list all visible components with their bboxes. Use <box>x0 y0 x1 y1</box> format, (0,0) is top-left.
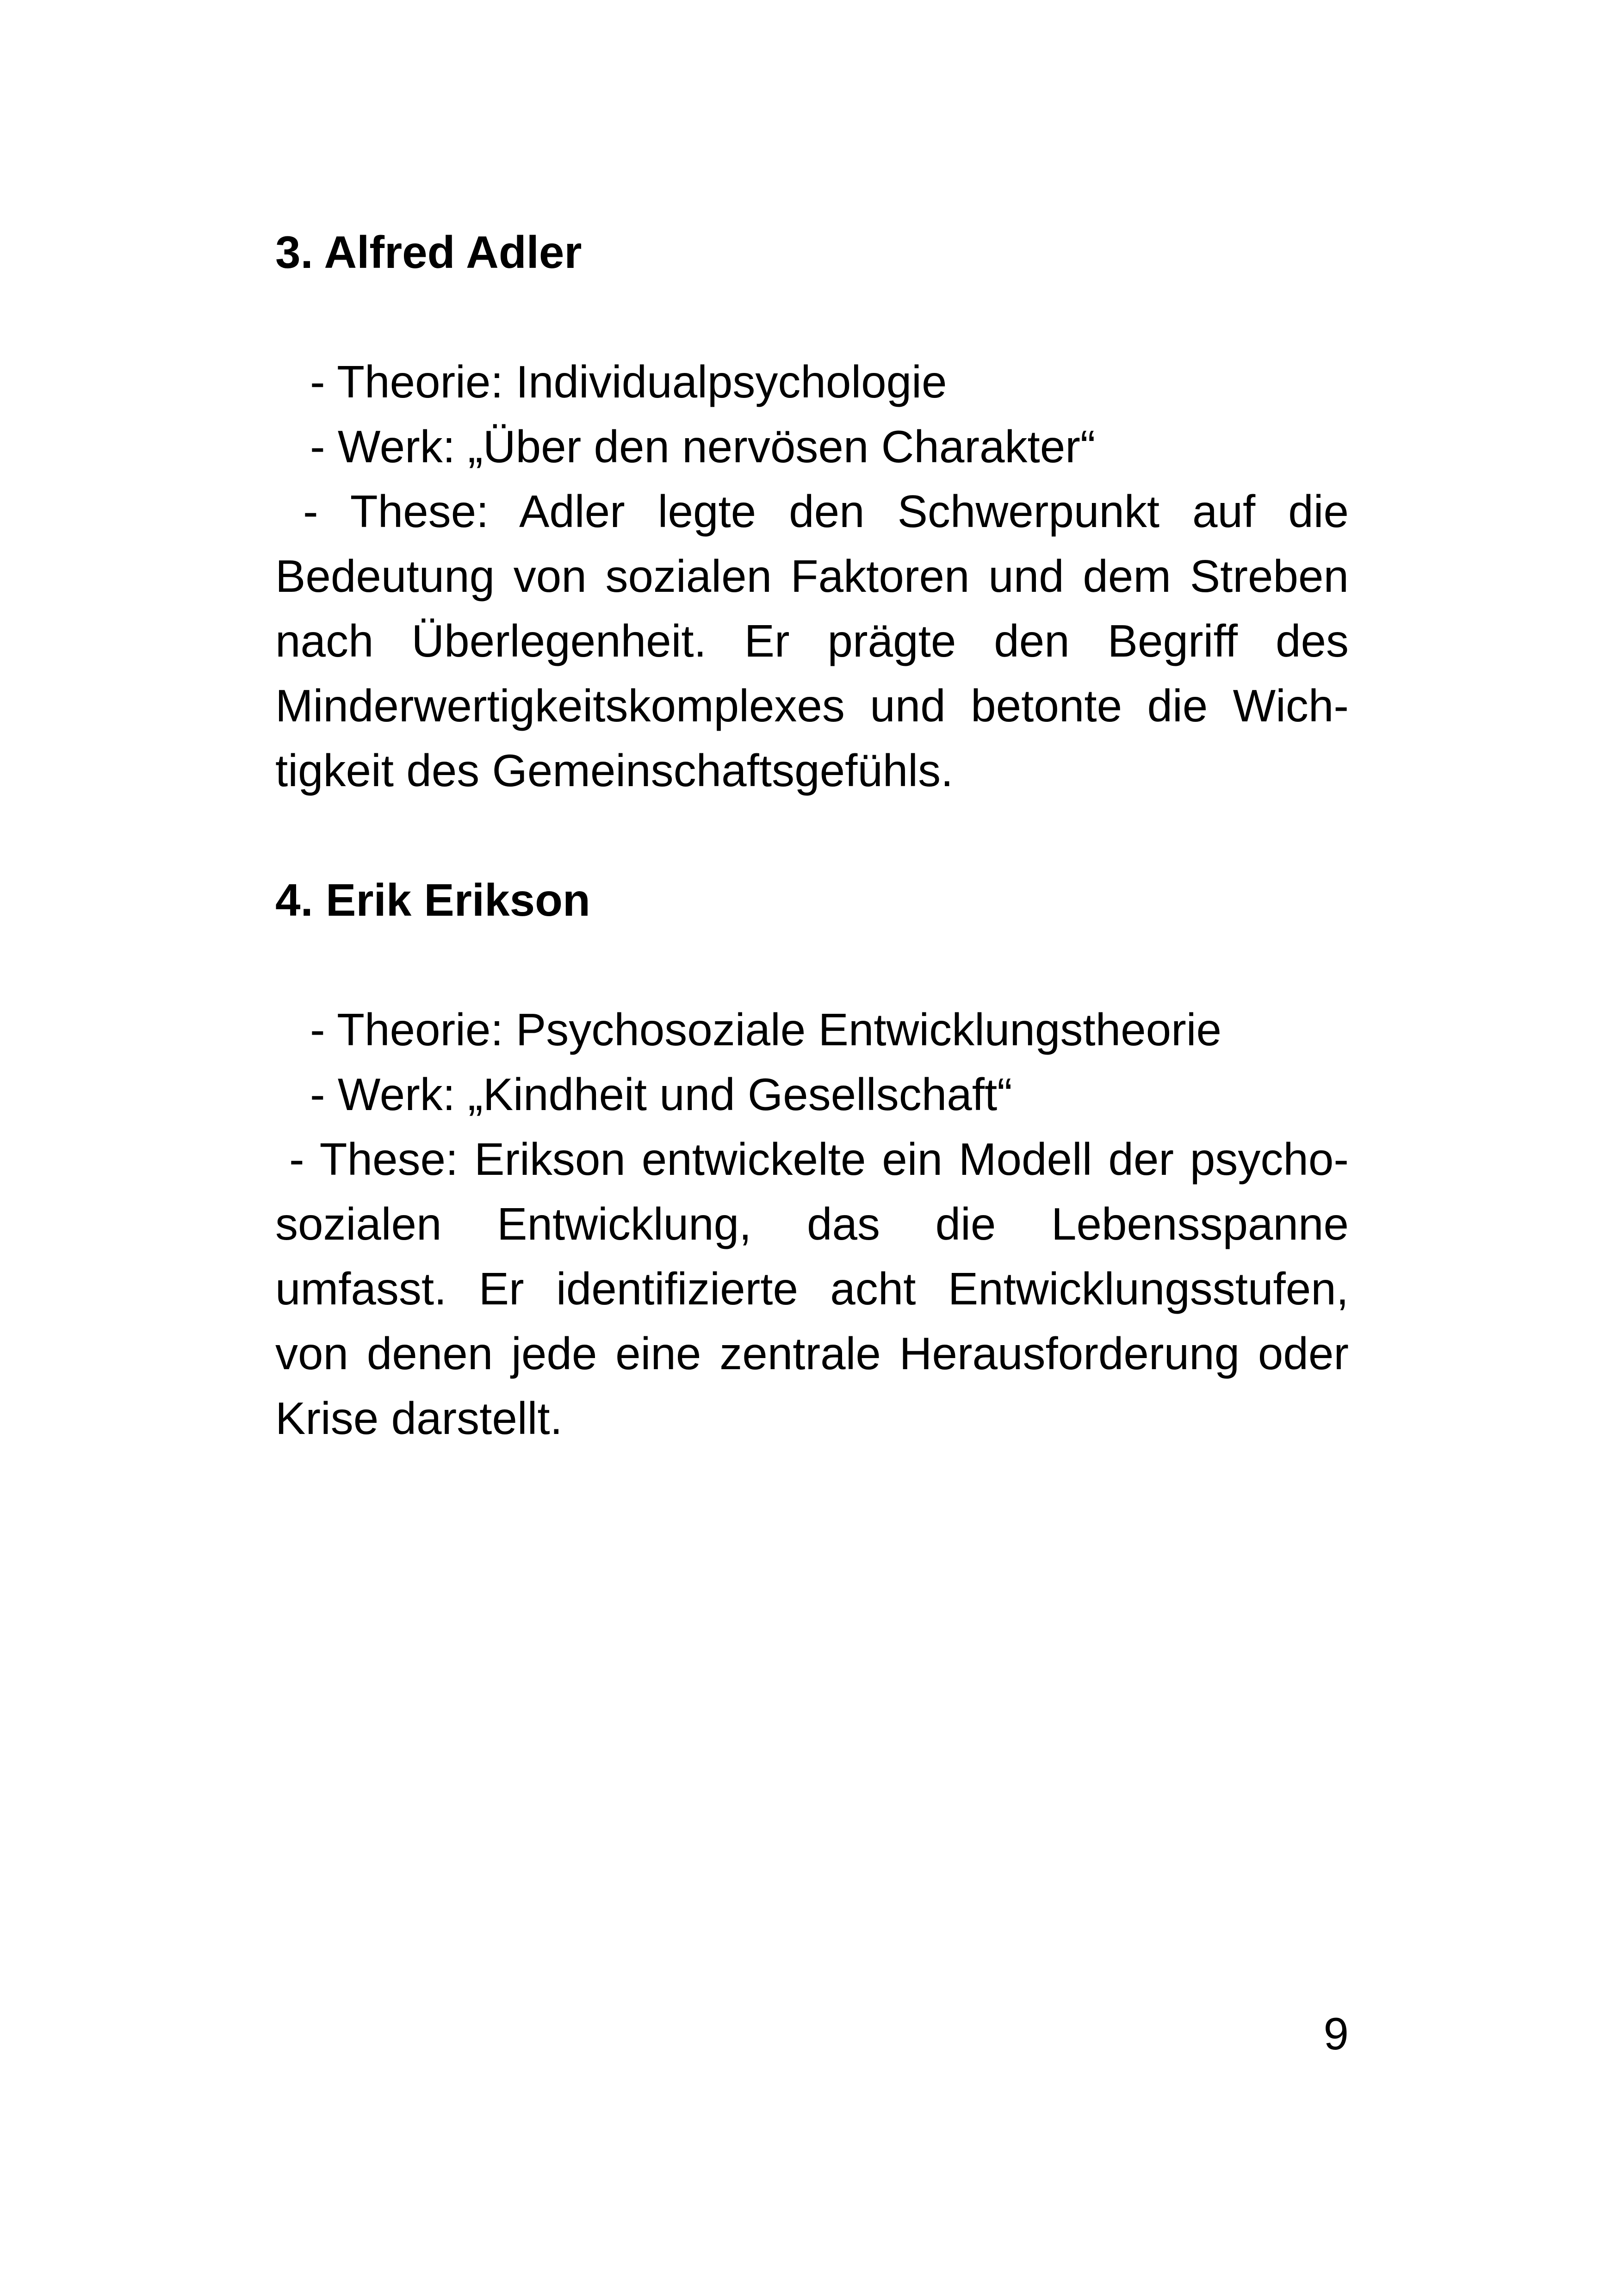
erikson-theory-line: - Theorie: Psychosoziale Entwicklungstheorie <box>310 1004 1222 1055</box>
adler-thesis-paragraph: - These: Adler legte den Schwerpunkt auf die Bedeutung von sozialen Faktoren und dem Streben nach Überlegenheit. Er prägte den Begriff des Minderwertigkeitskomplexes und betonte die Wichtigkeit des Gemeinschaftsgefühls. <box>275 486 1349 796</box>
section-heading-adler: 3. Alfred Adler <box>275 227 582 278</box>
page-number: 9 <box>1323 2008 1349 2059</box>
erikson-work-line: - Werk: „Kindheit und Gesellschaft“ <box>310 1069 1012 1120</box>
adler-work-line: - Werk: „Über den nervösen Charakter“ <box>310 421 1096 472</box>
erikson-thesis-paragraph: - These: Erikson entwickelte ein Modell der psychosozialen Entwicklung, das die Lebensspanne umfasst. Er identifizierte acht Entwicklungsstufen, von denen jede eine zentrale Herausforderung oder Krise darstellt. <box>275 1134 1349 1444</box>
adler-theory-line: - Theorie: Individualpsychologie <box>310 356 947 407</box>
section-heading-erikson: 4. Erik Erikson <box>275 875 590 925</box>
